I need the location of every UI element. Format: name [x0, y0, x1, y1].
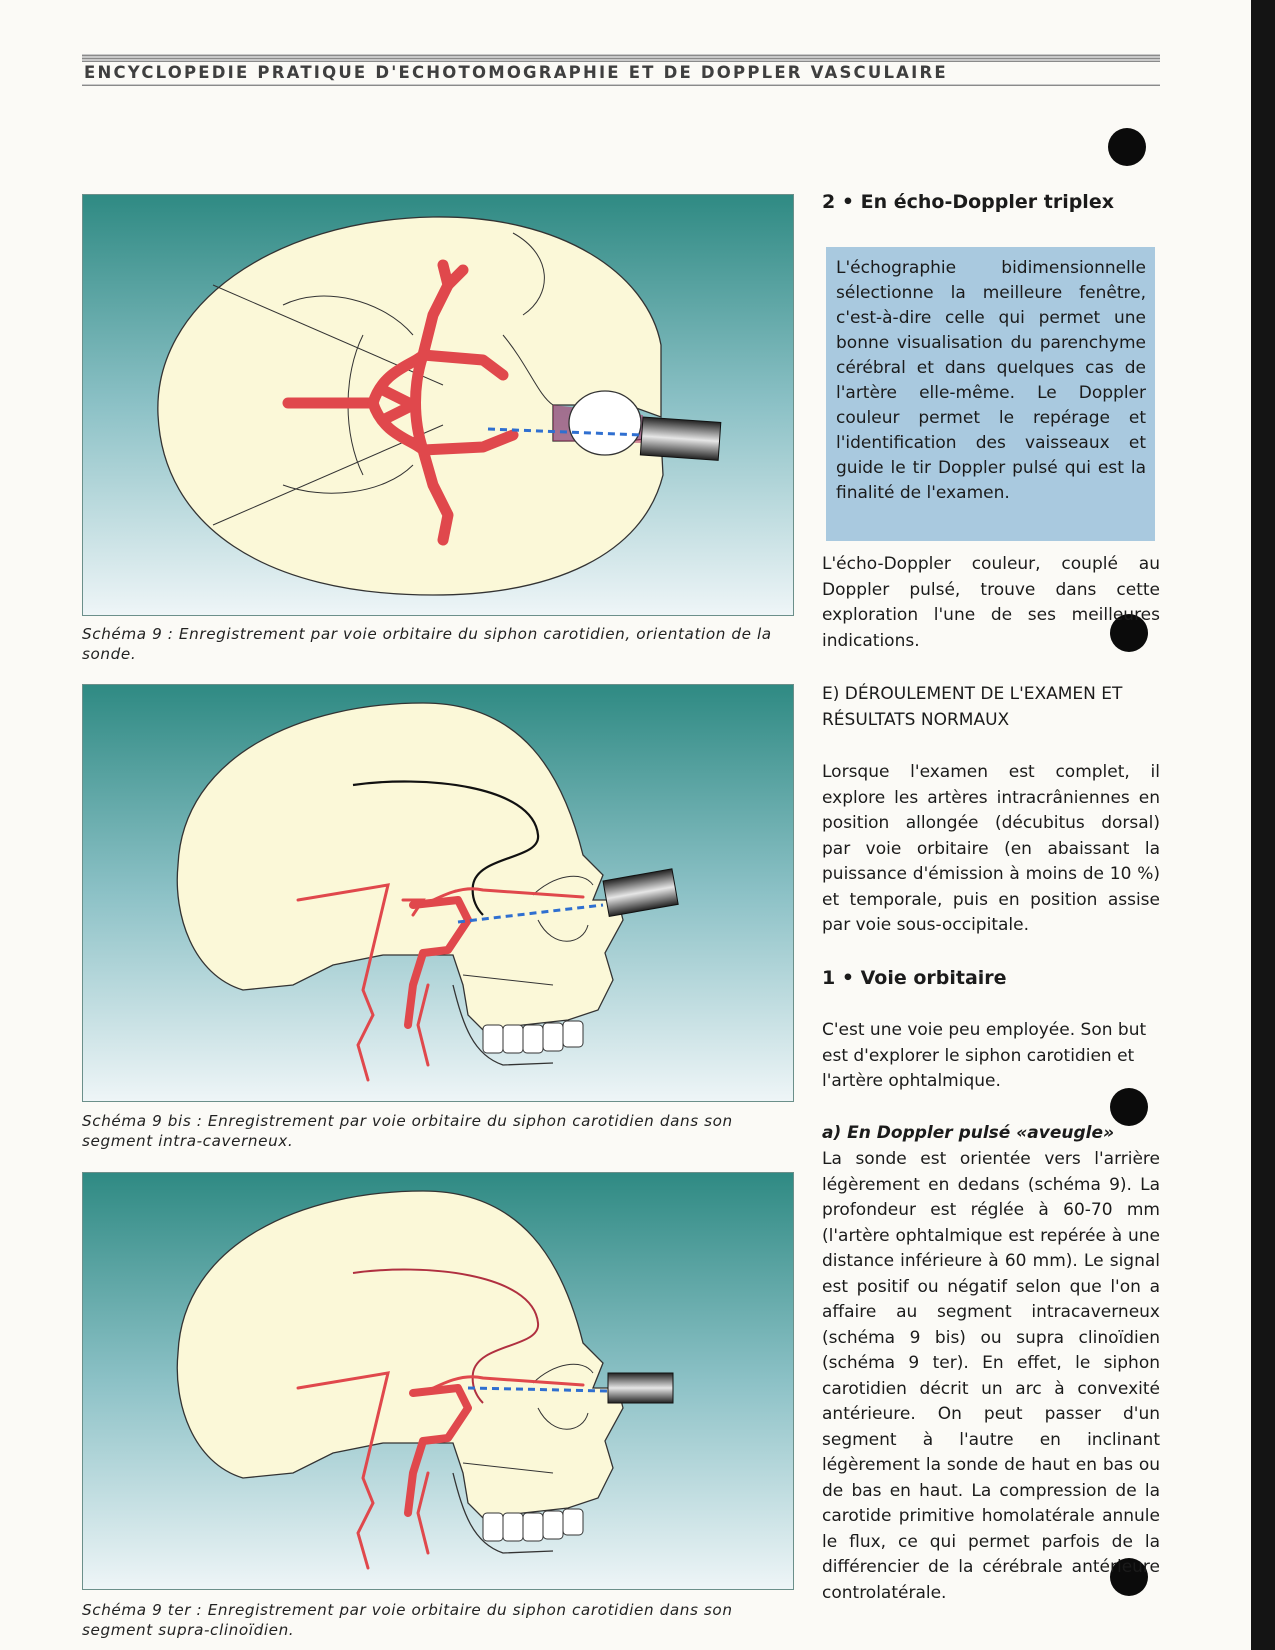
- figure-schema-9-bis: [82, 684, 792, 1102]
- ultrasound-probe: [608, 1373, 673, 1403]
- binder-hole: [1108, 128, 1146, 166]
- axial-brain-illustration: [83, 195, 793, 615]
- figure-schema-9: [82, 194, 792, 616]
- subheading-doppler-pulse-aveugle: a) En Doppler pulsé «aveugle»: [822, 1123, 1115, 1143]
- heading-voie-orbitaire: 1 • Voie orbitaire: [822, 967, 1007, 989]
- caption-schema-9-ter: Schéma 9 ter : Enregistrement par voie orbitaire du siphon carotidien dans son segment supra-clinoïdien.: [82, 1601, 733, 1639]
- caption-schema-9-bis: Schéma 9 bis : Enregistrement par voie orbitaire du siphon carotidien dans son segment intra-caverneux.: [82, 1112, 733, 1150]
- highlight-box-text: L'échographie bidimensionnelle sélectionne la meilleure fenêtre, c'est-à-dire celle qui permet une bonne visualisation du parenchyme cérébral et dans quelques cas de l'artère elle-même. Le Doppler couleur permet le repérage et l'identification des vaisseaux et guide le tir Doppler pulsé qui est la finalité de l'examen.: [836, 258, 1146, 503]
- heading-deroulement-examen: E) DÉROULEMENT DE L'EXAMEN ET RÉSULTATS NORMAUX: [822, 684, 1123, 730]
- caption-schema-9: Schéma 9 : Enregistrement par voie orbitaire du siphon carotidien, orientation de la sonde.: [82, 625, 772, 663]
- eye-globe: [569, 391, 641, 455]
- skull-profile-illustration: [83, 1173, 793, 1589]
- paragraph-deroulement: Lorsque l'examen est complet, il explore les artères intracrâniennes en position allongée (décubitus dorsal) par voie orbitaire (en abaissant la puissance d'émission à moins de 10 %) et temporale, puis en position assise par voie sous-occipitale.: [822, 762, 1160, 935]
- ultrasound-probe: [640, 417, 720, 460]
- figure-schema-9-ter: [82, 1172, 792, 1590]
- running-title: ENCYCLOPEDIE PRATIQUE D'ECHOTOMOGRAPHIE ET DE DOPPLER VASCULAIRE: [82, 62, 1164, 84]
- paragraph-doppler-pulse-aveugle: La sonde est orientée vers l'arrière légèrement en dedans (schéma 9). La profondeur est réglée à 60-70 mm (l'artère ophtalmique est repérée à une distance inférieure à 60 mm). Le signal est positif ou négatif selon que l'on a affaire au segment intracaverneux (schéma 9 bis) ou supra clinoïdien (schéma 9 ter). En effet, le siphon carotidien décrit un arc à convexité antérieure. On peut passer d'un segment à l'autre en inclinant légèrement la sonde de haut en bas ou de bas en haut. La compression de la carotide primitive homolatérale annule le flux, ce qui permet parfois de la différencier de la cérébrale antérieure controlatérale.: [822, 1149, 1160, 1603]
- paragraph-voie-orbitaire-intro: C'est une voie peu employée. Son but est d'explorer le siphon carotidien et l'artère ophtalmique.: [822, 1020, 1147, 1091]
- heading-echo-doppler-triplex: 2 • En écho-Doppler triplex: [822, 191, 1114, 213]
- page-edge-strip: [1251, 0, 1275, 1650]
- paragraph-echo-doppler-couleur: L'écho-Doppler couleur, couplé au Doppler pulsé, trouve dans cette exploration l'une de ses meilleures indications.: [822, 554, 1160, 651]
- skull-profile-illustration: [83, 685, 793, 1101]
